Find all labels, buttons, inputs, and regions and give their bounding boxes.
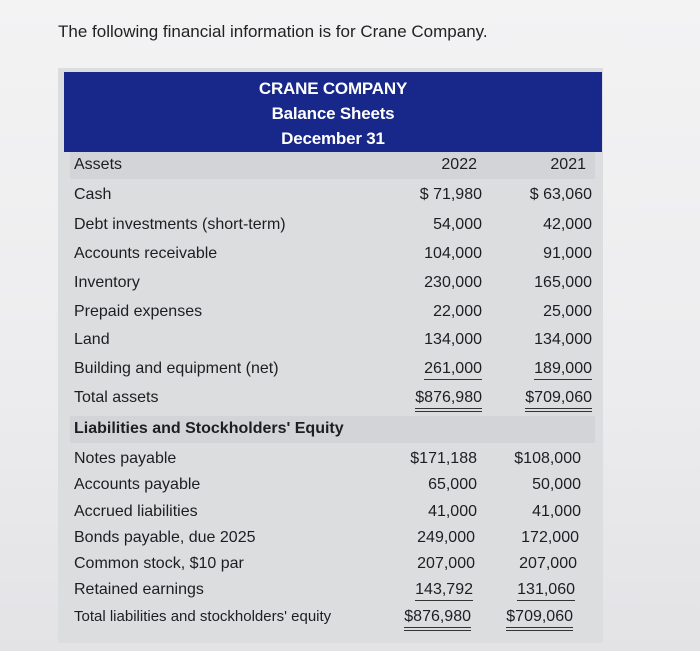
statement-title: Balance Sheets: [271, 104, 395, 123]
row-label: Cash: [74, 186, 112, 203]
value-2022: 104,000: [424, 245, 482, 262]
row-label: Prepaid expenses: [74, 303, 203, 320]
value-2021: 131,060: [517, 581, 575, 601]
value-2022: 143,792: [415, 581, 473, 601]
balance-sheet-header: [64, 72, 602, 152]
row-label: Debt investments (short-term): [74, 216, 286, 233]
value-2021: $ 63,060: [529, 186, 592, 203]
row-label: Inventory: [74, 274, 140, 291]
value-2021: 41,000: [532, 503, 581, 520]
value-2021: 172,000: [521, 529, 579, 546]
value-2022: 261,000: [424, 360, 482, 380]
row-label: Accrued liabilities: [74, 503, 198, 520]
value-2021: 207,000: [519, 555, 577, 572]
value-2022: $171,188: [410, 450, 477, 467]
table-row: [70, 327, 595, 354]
value-2021: $108,000: [514, 450, 581, 467]
value-2021: 134,000: [534, 331, 592, 348]
value-2022: 41,000: [428, 503, 477, 520]
intro-text: The following financial information is for Crane Company.: [58, 22, 488, 41]
assets-header-row: [70, 152, 595, 179]
value-2022: $876,980: [404, 608, 471, 631]
table-row: [70, 270, 595, 297]
row-label: Accounts receivable: [74, 245, 218, 262]
value-2022: 54,000: [433, 216, 482, 233]
value-2022: 65,000: [428, 476, 477, 493]
value-2022: 230,000: [424, 274, 482, 291]
value-2021: 165,000: [534, 274, 592, 291]
table-row: [70, 182, 595, 209]
value-2021: 50,000: [532, 476, 581, 493]
value-2022: 134,000: [424, 331, 482, 348]
value-2021: $709,060: [525, 389, 592, 412]
row-label: Total assets: [74, 389, 159, 406]
value-2021: 91,000: [543, 245, 592, 262]
table-row: [70, 499, 595, 526]
row-label: Bonds payable, due 2025: [74, 529, 256, 546]
table-row-total-liabilities: [70, 604, 595, 631]
value-2022: 207,000: [417, 555, 475, 572]
table-row: [70, 241, 595, 268]
table-row: [70, 446, 595, 473]
row-label: Common stock, $10 par: [74, 555, 244, 572]
value-2022: 249,000: [417, 529, 475, 546]
row-label: Accounts payable: [74, 476, 201, 493]
table-row: [70, 577, 595, 604]
table-row: [70, 472, 595, 499]
row-label: Total liabilities and stockholders' equity: [74, 608, 332, 625]
table-row: [70, 299, 595, 326]
year-2022-header: 2022: [441, 156, 477, 173]
value-2021: 189,000: [534, 360, 592, 380]
statement-date: December 31: [281, 129, 385, 148]
row-label: Notes payable: [74, 450, 177, 467]
table-row-total-assets: [70, 385, 595, 412]
row-label: Retained earnings: [74, 581, 204, 598]
year-2021-header: 2021: [550, 156, 586, 173]
row-label: Building and equipment (net): [74, 360, 279, 377]
value-2022: 22,000: [433, 303, 482, 320]
table-row: [70, 212, 595, 239]
table-row: [70, 356, 595, 383]
table-row: [70, 525, 595, 552]
value-2022: $ 71,980: [419, 186, 482, 203]
company-name: CRANE COMPANY: [258, 79, 408, 98]
liabilities-header-row: [70, 416, 595, 443]
table-row: [70, 551, 595, 578]
assets-section-label: Assets: [74, 156, 123, 173]
value-2021: 25,000: [543, 303, 592, 320]
liabilities-section-label: Liabilities and Stockholders' Equity: [74, 420, 344, 437]
value-2021: $709,060: [506, 608, 573, 631]
row-label: Land: [74, 331, 110, 348]
value-2021: 42,000: [543, 216, 592, 233]
value-2022: $876,980: [415, 389, 482, 412]
